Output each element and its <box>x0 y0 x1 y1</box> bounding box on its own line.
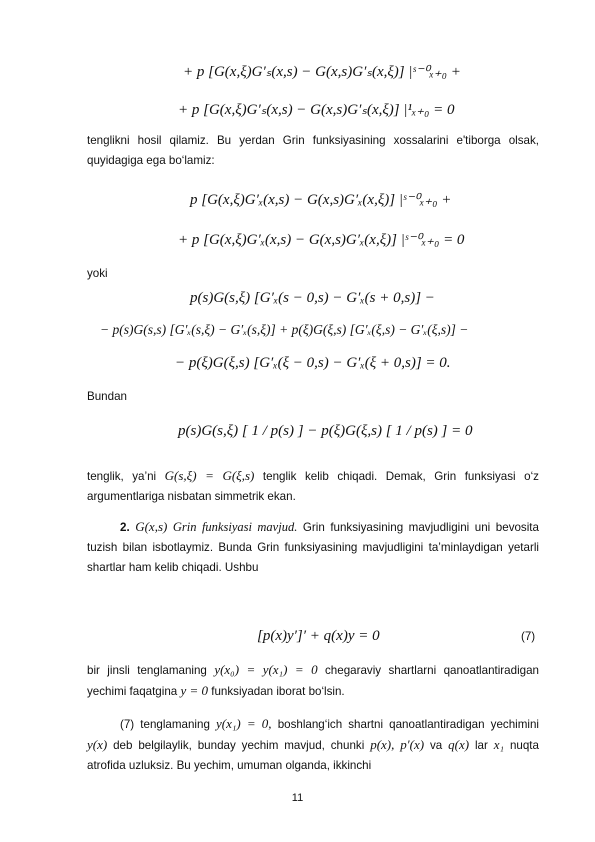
paragraph-solution-text-c: deb belgilaylik, bunday yechim mavjud, chunki <box>113 739 365 752</box>
equation-5: [p(x)y′]′ + q(x)y = 0 <box>257 628 380 644</box>
coefficient-q-formula: q(x) <box>448 737 470 752</box>
paragraph-1: tenglikni hosil qilamiz. Bu yerdan Grin funksiyasining xossalarini e'tiborga olsak, quyidagiga ega bo‘lamiz: <box>87 134 539 167</box>
page-number: 11 <box>291 792 304 804</box>
initial-condition-formula: y(x₁) = 0, <box>216 716 272 731</box>
paragraph-existence-text: Grin funksiyasining mavjudligini uni bevosita tuzish bilan isbotlaymiz. Bunda Grin funksiyasining mavjudligini ta’minlaydigan yetarli shartlar ham kelib chiqadi. Ushbu <box>87 521 539 574</box>
equation-2-line-1: p [G(x,ξ)G′ₓ(x,s) − G(x,s)G′ₓ(x,ξ)] |ˢ⁻⁰ₓ₊₀ + <box>190 192 452 208</box>
coefficient-p-formula: p(x), <box>370 737 395 752</box>
paragraph-yoki: yoki <box>87 267 108 280</box>
paragraph-homogeneous-text-b: chegaraviy shartlarni qanoatlantiradigan yechimi faqatgina <box>87 664 539 698</box>
paragraph-symmetry <box>87 466 539 507</box>
paragraph-homogeneous-text-a: bir jinsli tenglamaning <box>87 664 207 677</box>
paragraph-solution-text-b: boshlang‘ich shartni qanoatlantiradigan yechimini <box>277 718 539 731</box>
section-number: 2. <box>120 521 130 534</box>
equation-5-number: (7) <box>521 630 536 643</box>
trivial-solution-formula: y = 0 <box>180 683 209 698</box>
symmetry-formula: G(s,ξ) = G(ξ,s) <box>164 468 255 483</box>
solution-formula: y(x) <box>87 737 108 752</box>
paragraph-solution-text-d: va <box>429 739 443 752</box>
equation-3-line-3: − p(ξ)G(ξ,s) [G′ₓ(ξ − 0,s) − G′ₓ(ξ + 0,s)] = 0. <box>175 355 451 371</box>
equation-1-line-1: + p [G(x,ξ)G′ₛ(x,s) − G(x,s)G′ₛ(x,ξ)] |ˢ⁻⁰ₓ₊₀ + <box>183 64 461 80</box>
paragraph-solution-text-e: lar <box>474 739 488 752</box>
paragraph-solution <box>87 714 539 776</box>
section-title: Grin funksiyasi mavjud. <box>172 520 298 534</box>
equation-3-line-1: p(s)G(s,ξ) [G′ₓ(s − 0,s) − G′ₓ(s + 0,s)] − <box>190 290 435 306</box>
equation-1-line-2: + p [G(x,ξ)G′ₛ(x,s) − G(x,s)G′ₛ(x,ξ)] |¹ₓ₊₀ = 0 <box>178 102 455 118</box>
point-x1-formula: x₁ <box>493 737 505 752</box>
paragraph-symmetry-text-b: tenglik kelib chiqadi. Demak, Grin funksiyasi o‘z argumentlariga nisbatan simmetrik ekan. <box>87 470 539 503</box>
section-formula: G(x,s) <box>135 519 168 534</box>
paragraph-solution-text-f: nuqta atrofida uzluksiz. Bu yechim, umuman olganda, ikkinchi <box>87 739 539 772</box>
paragraph-solution-text-a: (7) tenglamaning <box>120 718 210 731</box>
coefficient-p-prime-formula: p′(x) <box>400 737 425 752</box>
paragraph-existence <box>87 517 539 578</box>
equation-4: p(s)G(s,ξ) [ 1 / p(s) ] − p(ξ)G(ξ,s) [ 1 / p(s) ] = 0 <box>178 423 473 439</box>
paragraph-homogeneous <box>87 660 539 702</box>
equation-3-line-2: − p(s)G(s,s) [G′ₓ(s,ξ) − G′ₓ(s,ξ)] + p(ξ)G(ξ,s) [G′ₓ(ξ,s) − G′ₓ(ξ,s)] − <box>100 322 469 337</box>
paragraph-bundan: Bundan <box>87 390 127 403</box>
paragraph-homogeneous-text-c: funksiyadan iborat bo‘lsin. <box>211 685 345 698</box>
boundary-condition-formula: y(x₀) = y(x₁) = 0 <box>214 662 318 677</box>
paragraph-symmetry-text-a: tenglik, ya’ni <box>87 470 157 483</box>
equation-2-line-2: + p [G(x,ξ)G′ₓ(x,s) − G(x,s)G′ₓ(x,ξ)] |ˢ⁻⁰ₓ₊₀ = 0 <box>178 232 465 248</box>
